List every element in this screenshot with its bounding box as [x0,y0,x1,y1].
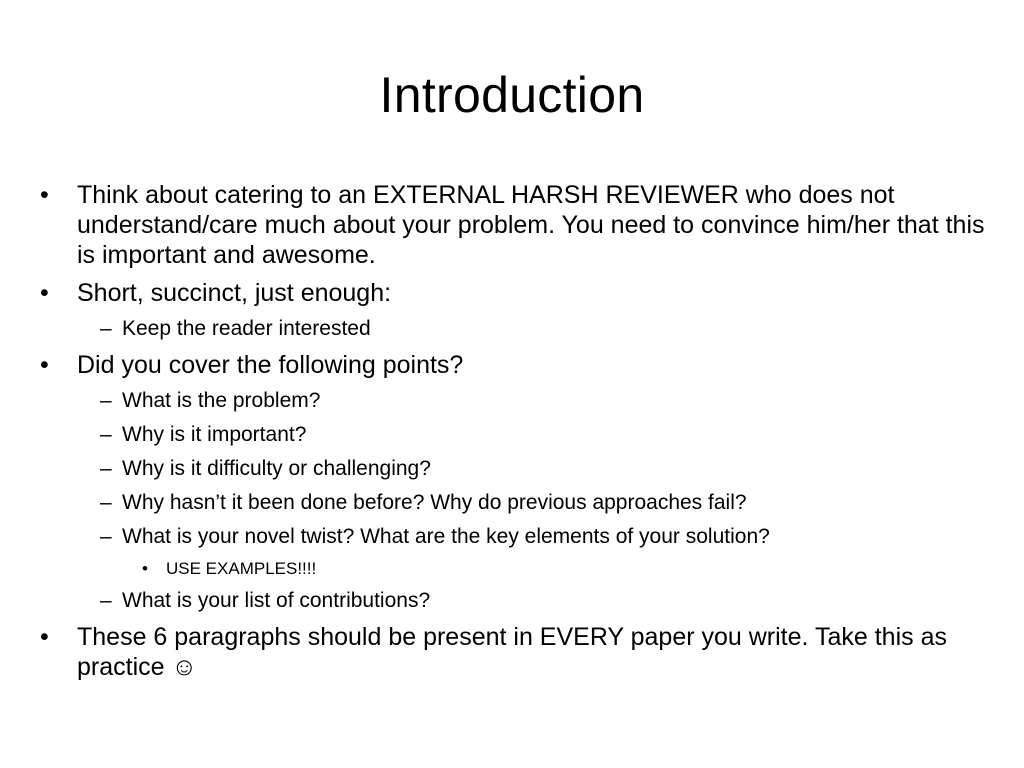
sub-sub-bullet-text: USE EXAMPLES!!!! [166,559,317,578]
sub-bullet-text: What is the problem? [122,389,321,412]
slide-title: Introduction [379,67,645,123]
dash-marker: – [100,589,112,612]
bullet-text: Short, succinct, just enough: [77,279,392,307]
sub-bullet-item [40,524,990,550]
bullet-marker: • [40,351,49,379]
sub-bullet-text: Keep the reader interested [122,317,371,340]
bullet-marker: • [40,623,49,651]
sub-bullet-item [40,588,990,614]
sub-bullet-text: Why is it important? [122,423,307,446]
sub-bullet-text: Why hasn’t it been done before? Why do previous approaches fail? [122,491,747,514]
sub-bullet-item [40,422,990,448]
bullet-text: Did you cover the following points? [77,351,464,379]
sub-bullet-text: Why is it difficulty or challenging? [122,457,431,480]
bullet-marker: • [40,181,49,209]
bullet-text: Think about catering to an EXTERNAL HARSH REVIEWER who does not understand/care much about your problem. You need to convince him/her that this is important and awesome. [77,181,985,269]
dash-marker: – [100,389,112,412]
sub-bullet-item [40,316,990,342]
bullet-item [40,278,990,308]
sub-bullet-text: What is your list of contributions? [122,589,431,612]
sub-sub-bullet-item [40,558,990,580]
bullet-marker: • [142,559,148,578]
bullet-list [40,180,990,690]
bullet-item [40,350,990,380]
sub-bullet-item [40,490,990,516]
sub-bullet-item [40,456,990,482]
dash-marker: – [100,491,112,514]
sub-bullet-item [40,388,990,414]
bullet-marker: • [40,279,49,307]
bullet-text: These 6 paragraphs should be present in EVERY paper you write. Take this as practice ☺ [77,623,947,681]
dash-marker: – [100,317,112,340]
dash-marker: – [100,457,112,480]
dash-marker: – [100,525,112,548]
sub-bullet-text: What is your novel twist? What are the key elements of your solution? [122,525,770,548]
bullet-item [40,180,990,270]
bullet-item [40,622,990,682]
dash-marker: – [100,423,112,446]
